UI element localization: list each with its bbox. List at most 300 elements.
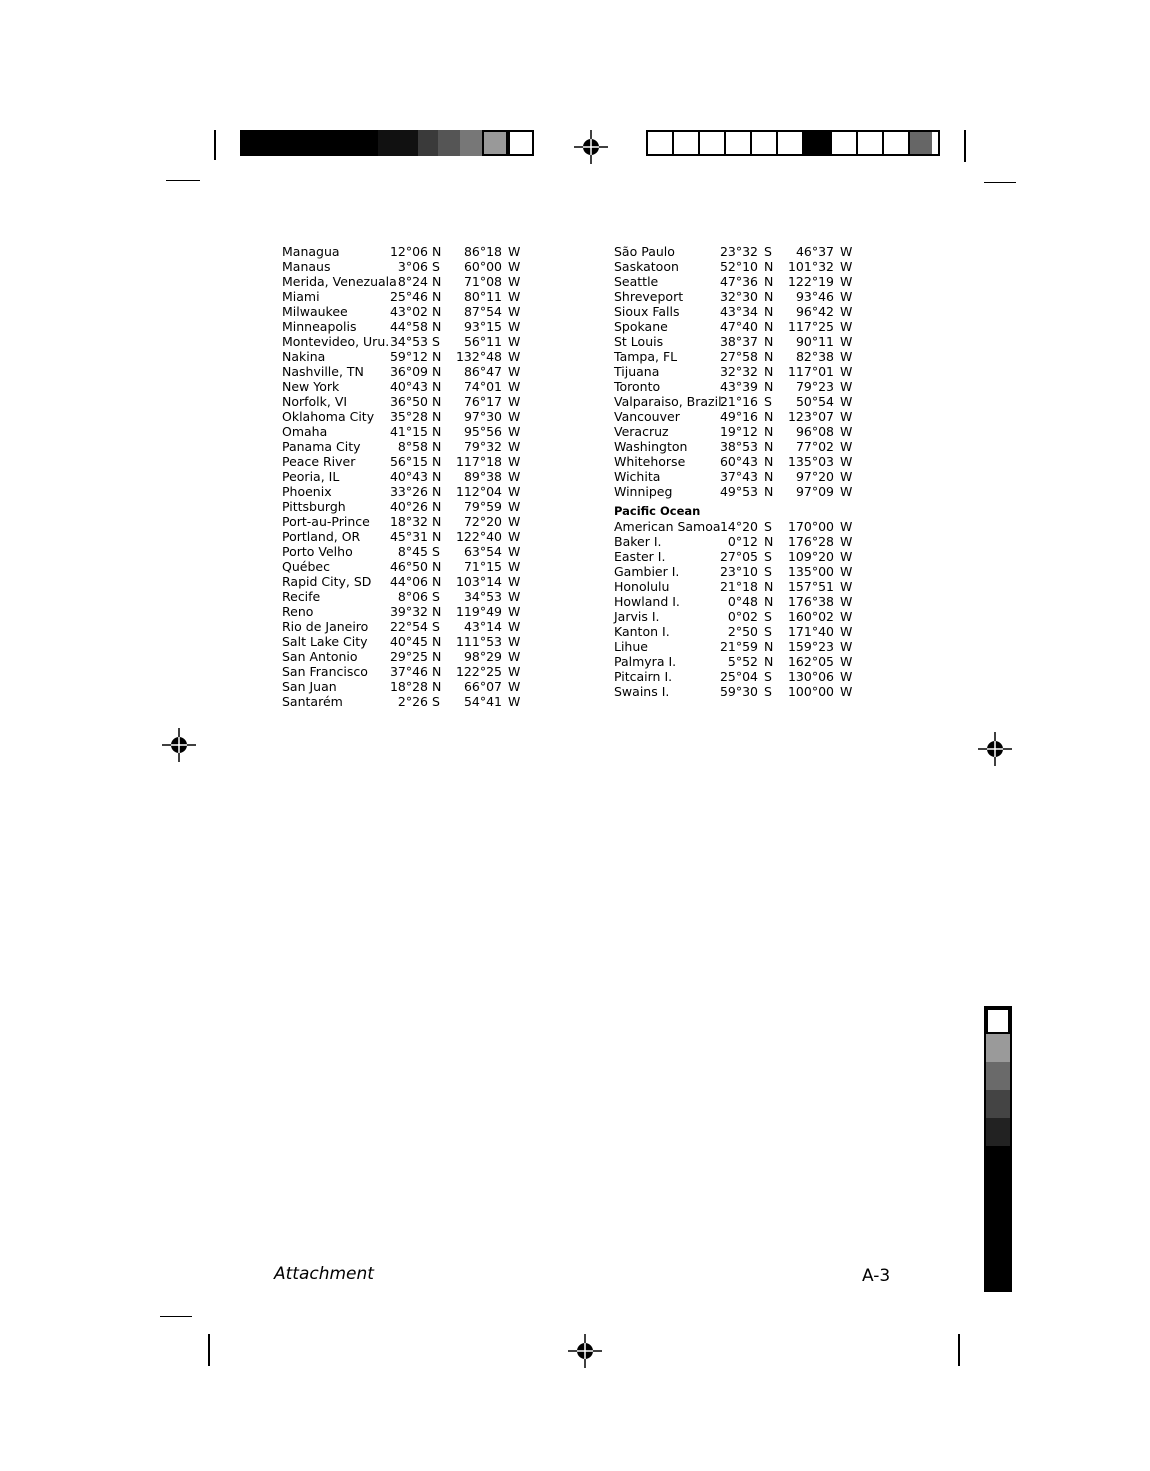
longitude-hemisphere: W [840, 334, 853, 349]
city-name: Portland, OR [282, 529, 361, 544]
latitude: 27°58 [719, 349, 758, 364]
footer-section-title: Attachment [274, 1264, 374, 1284]
latitude: 49°53 [719, 484, 758, 499]
city-name: Winnipeg [614, 484, 673, 499]
longitude: 117°25 [787, 319, 834, 334]
longitude-hemisphere: W [840, 439, 853, 454]
longitude-hemisphere: W [840, 244, 853, 259]
latitude: 2°26 [397, 694, 428, 709]
latitude: 40°43 [389, 469, 428, 484]
longitude-hemisphere: W [508, 514, 521, 529]
longitude: 86°47 [463, 364, 502, 379]
city-name: Rapid City, SD [282, 574, 372, 589]
longitude: 132°48 [455, 349, 502, 364]
table-row [282, 349, 530, 364]
city-name: Managua [282, 244, 340, 259]
crop-line-bottom-left [160, 1316, 192, 1317]
city-name: Jarvis I. [614, 609, 660, 624]
latitude-hemisphere: N [432, 499, 442, 514]
gazetteer-left [282, 244, 530, 709]
registration-mark-right [978, 732, 1012, 766]
table-row [614, 594, 864, 609]
table-row [282, 529, 530, 544]
crop-line-top-left [166, 180, 200, 181]
latitude: 52°10 [719, 259, 758, 274]
city-name: Santarém [282, 694, 343, 709]
latitude-hemisphere: N [764, 274, 774, 289]
city-name: Manaus [282, 259, 331, 274]
table-row [614, 259, 864, 274]
latitude: 23°10 [719, 564, 758, 579]
latitude-hemisphere: S [432, 544, 440, 559]
latitude: 59°12 [389, 349, 428, 364]
table-row [614, 244, 864, 259]
latitude: 14°20 [719, 519, 758, 534]
pacific-ocean-heading: Pacific Ocean [614, 504, 701, 518]
city-name: Whitehorse [614, 454, 686, 469]
longitude-hemisphere: W [508, 649, 521, 664]
city-name: Tijuana [614, 364, 660, 379]
latitude: 56°15 [389, 454, 428, 469]
latitude-hemisphere: S [764, 244, 772, 259]
latitude: 34°53 [389, 334, 428, 349]
latitude: 2°50 [727, 624, 758, 639]
latitude: 18°28 [389, 679, 428, 694]
latitude: 19°12 [719, 424, 758, 439]
latitude-hemisphere: S [764, 684, 772, 699]
table-row [282, 664, 530, 679]
latitude-hemisphere: N [432, 244, 442, 259]
longitude: 160°02 [787, 609, 834, 624]
crop-mark-top-left [214, 130, 216, 160]
longitude-hemisphere: W [508, 364, 521, 379]
latitude-hemisphere: N [764, 379, 774, 394]
longitude-hemisphere: W [840, 519, 853, 534]
longitude: 103°14 [455, 574, 502, 589]
latitude-hemisphere: S [764, 549, 772, 564]
longitude-hemisphere: W [840, 469, 853, 484]
city-name: Reno [282, 604, 314, 619]
city-name: Salt Lake City [282, 634, 368, 649]
longitude-hemisphere: W [508, 544, 521, 559]
latitude: 36°09 [389, 364, 428, 379]
longitude-hemisphere: W [508, 379, 521, 394]
longitude-hemisphere: W [508, 334, 521, 349]
latitude: 43°02 [389, 304, 428, 319]
registration-mark-left [162, 728, 196, 762]
table-row [282, 679, 530, 694]
longitude: 96°08 [795, 424, 834, 439]
table-row [282, 649, 530, 664]
city-name: Nashville, TN [282, 364, 364, 379]
city-name: Honolulu [614, 579, 670, 594]
color-bar-left [240, 130, 534, 156]
longitude-hemisphere: W [840, 409, 853, 424]
latitude: 40°26 [389, 499, 428, 514]
table-row [614, 364, 864, 379]
table-row [614, 484, 864, 499]
longitude-hemisphere: W [840, 289, 853, 304]
city-name: Kanton I. [614, 624, 670, 639]
longitude: 93°46 [795, 289, 834, 304]
latitude: 47°40 [719, 319, 758, 334]
latitude-hemisphere: N [432, 484, 442, 499]
city-name: Phoenix [282, 484, 332, 499]
thumb-tab-strip [984, 1006, 1012, 1292]
longitude-hemisphere: W [508, 244, 521, 259]
city-name: Québec [282, 559, 330, 574]
city-name: Port-au-Prince [282, 514, 370, 529]
city-name: Seattle [614, 274, 659, 289]
latitude-hemisphere: N [764, 594, 774, 609]
longitude: 89°38 [463, 469, 502, 484]
longitude: 86°18 [463, 244, 502, 259]
table-row [614, 549, 864, 564]
city-name: Valparaiso, Brazil [614, 394, 722, 409]
city-name: Norfolk, VI [282, 394, 348, 409]
latitude-hemisphere: N [432, 319, 442, 334]
latitude: 39°32 [389, 604, 428, 619]
latitude-hemisphere: N [764, 579, 774, 594]
longitude: 50°54 [795, 394, 834, 409]
latitude: 8°06 [397, 589, 428, 604]
table-row [282, 634, 530, 649]
latitude-hemisphere: N [764, 289, 774, 304]
longitude-hemisphere: W [508, 559, 521, 574]
city-name: New York [282, 379, 340, 394]
longitude-hemisphere: W [508, 289, 521, 304]
table-row [282, 424, 530, 439]
latitude-hemisphere: S [764, 519, 772, 534]
latitude: 21°18 [719, 579, 758, 594]
table-row [282, 379, 530, 394]
longitude: 100°00 [787, 684, 834, 699]
latitude: 38°53 [719, 439, 758, 454]
table-row [614, 349, 864, 364]
table-row [614, 624, 864, 639]
table-row [614, 454, 864, 469]
longitude: 93°15 [463, 319, 502, 334]
longitude: 176°38 [787, 594, 834, 609]
city-name: Recife [282, 589, 321, 604]
longitude-hemisphere: W [508, 634, 521, 649]
latitude-hemisphere: N [432, 274, 442, 289]
latitude: 32°32 [719, 364, 758, 379]
latitude: 22°54 [389, 619, 428, 634]
longitude-hemisphere: W [508, 469, 521, 484]
city-name: Miami [282, 289, 320, 304]
city-name: Nakina [282, 349, 326, 364]
longitude: 82°38 [795, 349, 834, 364]
longitude-hemisphere: W [840, 259, 853, 274]
latitude: 3°06 [397, 259, 428, 274]
table-row [282, 499, 530, 514]
city-name: St Louis [614, 334, 664, 349]
longitude: 122°40 [455, 529, 502, 544]
table-row [282, 574, 530, 589]
latitude-hemisphere: N [764, 259, 774, 274]
table-row [282, 364, 530, 379]
latitude-hemisphere: S [764, 624, 772, 639]
longitude-hemisphere: W [840, 379, 853, 394]
latitude: 25°04 [719, 669, 758, 684]
city-name: Rio de Janeiro [282, 619, 369, 634]
table-row [282, 454, 530, 469]
longitude-hemisphere: W [508, 484, 521, 499]
longitude: 98°29 [463, 649, 502, 664]
city-name: Howland I. [614, 594, 680, 609]
latitude: 59°30 [719, 684, 758, 699]
longitude-hemisphere: W [508, 394, 521, 409]
table-row [614, 654, 864, 669]
longitude: 46°37 [795, 244, 834, 259]
longitude: 130°06 [787, 669, 834, 684]
longitude-hemisphere: W [508, 259, 521, 274]
longitude: 54°41 [463, 694, 502, 709]
latitude: 44°58 [389, 319, 428, 334]
longitude-hemisphere: W [840, 424, 853, 439]
latitude-hemisphere: N [432, 634, 442, 649]
longitude-hemisphere: W [508, 409, 521, 424]
longitude: 159°23 [787, 639, 834, 654]
longitude: 135°03 [787, 454, 834, 469]
crop-mark-top-right [964, 130, 966, 162]
longitude-hemisphere: W [508, 304, 521, 319]
latitude: 8°24 [397, 274, 428, 289]
latitude: 23°32 [719, 244, 758, 259]
city-name: Sioux Falls [614, 304, 680, 319]
latitude-hemisphere: S [432, 589, 440, 604]
longitude: 95°56 [463, 424, 502, 439]
latitude: 37°46 [389, 664, 428, 679]
latitude-hemisphere: N [432, 364, 442, 379]
longitude-hemisphere: W [508, 499, 521, 514]
gazetteer-right [614, 244, 864, 699]
longitude-hemisphere: W [508, 274, 521, 289]
latitude: 5°52 [727, 654, 758, 669]
latitude: 46°50 [389, 559, 428, 574]
table-row [282, 589, 530, 604]
city-name: Baker I. [614, 534, 662, 549]
latitude-hemisphere: N [764, 534, 774, 549]
latitude-hemisphere: N [432, 469, 442, 484]
table-row [282, 514, 530, 529]
city-name: Milwaukee [282, 304, 348, 319]
longitude-hemisphere: W [840, 594, 853, 609]
latitude: 21°59 [719, 639, 758, 654]
table-row [282, 289, 530, 304]
latitude-hemisphere: N [432, 679, 442, 694]
longitude: 170°00 [787, 519, 834, 534]
latitude-hemisphere: N [764, 334, 774, 349]
table-row [614, 519, 864, 534]
latitude: 44°06 [389, 574, 428, 589]
latitude: 60°43 [719, 454, 758, 469]
longitude: 109°20 [787, 549, 834, 564]
latitude: 0°12 [727, 534, 758, 549]
table-row [282, 559, 530, 574]
city-name: Merida, Venezuala [282, 274, 397, 289]
latitude-hemisphere: N [432, 529, 442, 544]
longitude: 123°07 [787, 409, 834, 424]
longitude-hemisphere: W [840, 534, 853, 549]
longitude-hemisphere: W [840, 579, 853, 594]
latitude-hemisphere: N [764, 424, 774, 439]
longitude: 122°19 [787, 274, 834, 289]
latitude-hemisphere: S [764, 669, 772, 684]
city-name: American Samoa [614, 519, 721, 534]
city-name: Palmyra I. [614, 654, 677, 669]
table-row [614, 439, 864, 454]
longitude-hemisphere: W [840, 364, 853, 379]
latitude: 36°50 [389, 394, 428, 409]
longitude-hemisphere: W [508, 694, 521, 709]
longitude: 112°04 [455, 484, 502, 499]
table-row [614, 534, 864, 549]
latitude-hemisphere: N [432, 409, 442, 424]
latitude-hemisphere: N [432, 454, 442, 469]
city-name: Pitcairn I. [614, 669, 673, 684]
city-name: Montevideo, Uru. [282, 334, 390, 349]
city-name: Saskatoon [614, 259, 679, 274]
table-row [614, 639, 864, 654]
table-row [614, 319, 864, 334]
latitude-hemisphere: N [764, 409, 774, 424]
latitude-hemisphere: N [432, 394, 442, 409]
city-name: Gambier I. [614, 564, 680, 579]
latitude: 12°06 [389, 244, 428, 259]
latitude: 33°26 [389, 484, 428, 499]
longitude: 122°25 [455, 664, 502, 679]
table-row [614, 579, 864, 594]
city-name: Washington [614, 439, 688, 454]
latitude: 25°46 [389, 289, 428, 304]
table-row [282, 604, 530, 619]
longitude: 119°49 [455, 604, 502, 619]
city-name: Easter I. [614, 549, 666, 564]
crop-mark-bottom-right [958, 1334, 960, 1366]
latitude-hemisphere: N [764, 454, 774, 469]
registration-mark-bottom [568, 1334, 602, 1368]
longitude-hemisphere: W [840, 639, 853, 654]
crop-mark-bottom-left [208, 1334, 210, 1366]
table-row [282, 319, 530, 334]
latitude: 49°16 [719, 409, 758, 424]
table-row [614, 564, 864, 579]
city-name: Veracruz [614, 424, 669, 439]
latitude: 0°48 [727, 594, 758, 609]
latitude-hemisphere: N [764, 364, 774, 379]
longitude: 79°23 [795, 379, 834, 394]
longitude: 101°32 [787, 259, 834, 274]
longitude: 97°20 [795, 469, 834, 484]
longitude-hemisphere: W [840, 609, 853, 624]
longitude-hemisphere: W [508, 454, 521, 469]
longitude-hemisphere: W [840, 624, 853, 639]
latitude: 8°45 [397, 544, 428, 559]
table-row [614, 669, 864, 684]
longitude-hemisphere: W [508, 424, 521, 439]
latitude-hemisphere: N [432, 349, 442, 364]
longitude-hemisphere: W [840, 654, 853, 669]
longitude: 162°05 [787, 654, 834, 669]
city-name: Vancouver [614, 409, 680, 424]
longitude: 176°28 [787, 534, 834, 549]
longitude: 63°54 [463, 544, 502, 559]
latitude-hemisphere: N [432, 424, 442, 439]
longitude: 80°11 [463, 289, 502, 304]
latitude: 8°58 [397, 439, 428, 454]
city-name: São Paulo [614, 244, 675, 259]
table-row [614, 684, 864, 699]
longitude-hemisphere: W [840, 669, 853, 684]
longitude-hemisphere: W [840, 274, 853, 289]
table-row [282, 409, 530, 424]
table-row [282, 394, 530, 409]
city-name: Panama City [282, 439, 361, 454]
latitude-hemisphere: N [432, 604, 442, 619]
longitude-hemisphere: W [840, 454, 853, 469]
latitude-hemisphere: N [764, 469, 774, 484]
longitude: 71°08 [463, 274, 502, 289]
longitude-hemisphere: W [840, 484, 853, 499]
longitude: 157°51 [787, 579, 834, 594]
latitude-hemisphere: N [764, 349, 774, 364]
color-bar-right [646, 130, 940, 156]
longitude-hemisphere: W [840, 349, 853, 364]
table-row [614, 609, 864, 624]
table-row [614, 469, 864, 484]
longitude: 43°14 [463, 619, 502, 634]
longitude: 79°32 [463, 439, 502, 454]
table-row [282, 544, 530, 559]
latitude-hemisphere: S [432, 619, 440, 634]
latitude: 27°05 [719, 549, 758, 564]
table-row [282, 484, 530, 499]
latitude-hemisphere: N [432, 574, 442, 589]
table-row [282, 694, 530, 709]
latitude-hemisphere: N [764, 439, 774, 454]
latitude: 41°15 [389, 424, 428, 439]
city-name: San Antonio [282, 649, 358, 664]
longitude: 171°40 [787, 624, 834, 639]
registration-mark-top [574, 130, 608, 164]
city-name: Shreveport [614, 289, 684, 304]
latitude: 43°34 [719, 304, 758, 319]
latitude-hemisphere: S [764, 609, 772, 624]
table-row [282, 469, 530, 484]
table-row [614, 424, 864, 439]
longitude-hemisphere: W [508, 589, 521, 604]
longitude-hemisphere: W [840, 564, 853, 579]
latitude: 37°43 [719, 469, 758, 484]
longitude-hemisphere: W [840, 549, 853, 564]
longitude-hemisphere: W [508, 619, 521, 634]
longitude-hemisphere: W [508, 529, 521, 544]
footer-page-number: A-3 [862, 1266, 891, 1286]
latitude-hemisphere: S [432, 694, 440, 709]
longitude: 72°20 [463, 514, 502, 529]
city-name: Oklahoma City [282, 409, 375, 424]
table-row [614, 274, 864, 289]
latitude-hemisphere: S [432, 259, 440, 274]
table-row [282, 304, 530, 319]
longitude-hemisphere: W [840, 684, 853, 699]
longitude: 74°01 [463, 379, 502, 394]
longitude-hemisphere: W [508, 664, 521, 679]
city-name: Lihue [614, 639, 648, 654]
longitude: 56°11 [463, 334, 502, 349]
